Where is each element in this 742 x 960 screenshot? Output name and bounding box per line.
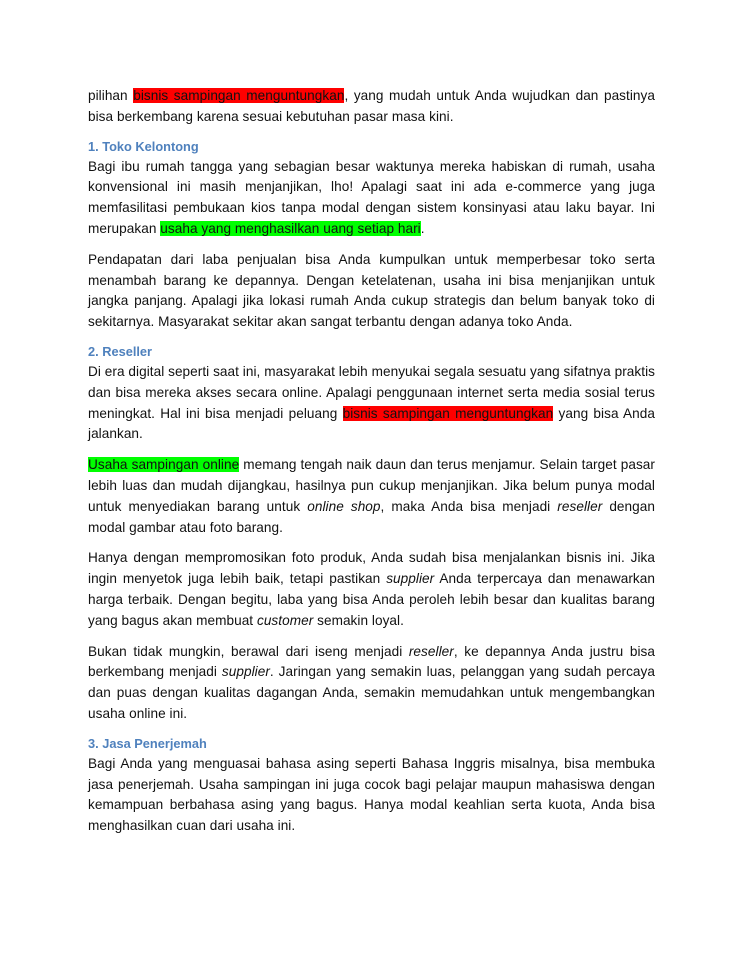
document-page	[88, 86, 655, 837]
section-heading-toko-kelontong: 1. Toko Kelontong	[88, 138, 199, 154]
paragraph	[88, 642, 655, 725]
text-run: , yang mudah untuk Anda wujudkan dan pastinya bisa berkembang karena sesuai kebutuhan pasar masa kini.	[88, 88, 655, 124]
highlight-red: bisnis sampingan menguntungkan	[342, 405, 554, 421]
paragraph	[88, 455, 655, 538]
italic-term: reseller	[557, 498, 603, 514]
intro-paragraph	[88, 86, 655, 128]
text-run: Hanya dengan mempromosikan foto produk, Anda sudah bisa menjalankan bisnis ini. Jika ingin menyetok juga lebih baik, tetapi pastikan	[88, 550, 655, 587]
text-run: .	[420, 220, 425, 236]
paragraph: Bagi Anda yang menguasai bahasa asing seperti Bahasa Inggris misalnya, bisa membuka jasa penerjemah. Usaha sampingan ini juga cocok bagi pelajar maupun mahasiswa dengan kemampuan berbahasa asing yang bagus. Hanya modal keahlian serta kuota, Anda bisa menghasilkan cuan dari usaha ini.	[88, 755, 655, 834]
text-run: Di era digital seperti saat ini, masyarakat lebih menyukai segala sesuatu yang sifatnya praktis dan bisa mereka akses secara online. Apalagi penggunaan internet serta media sosial terus meningkat. Hal ini bisa menjadi peluang	[88, 363, 655, 421]
text-run: , maka Anda bisa menjadi	[380, 498, 558, 514]
paragraph	[88, 548, 655, 631]
italic-term: reseller	[408, 643, 454, 659]
italic-term: customer	[256, 612, 314, 628]
highlight-green: Usaha sampingan online	[88, 457, 240, 473]
text-run: semakin loyal.	[313, 612, 404, 628]
text-run: pilihan	[88, 88, 134, 103]
highlight-red: bisnis sampingan menguntungkan	[133, 88, 345, 103]
text-run: memang tengah naik daun dan terus menjamur. Selain target pasar lebih luas dan mudah dijangkau, hasilnya pun cukup menjanjikan. Jika belum punya modal untuk menyediakan barang untuk	[88, 457, 655, 514]
section-heading-jasa-penerjemah: 3. Jasa Penerjemah	[88, 735, 207, 751]
text-run: Bukan tidak mungkin, berawal dari iseng menjadi	[88, 643, 409, 659]
italic-term: supplier	[386, 571, 435, 587]
text-run: , ke depannya Anda justru bisa berkembang menjadi	[88, 643, 655, 680]
section-heading-reseller: 2. Reseller	[88, 343, 153, 359]
italic-term: supplier	[221, 664, 270, 680]
text-run: Anda terpercaya dan menawarkan harga terbaik. Dengan begitu, laba yang bisa Anda peroleh lebih besar dan kualitas barang yang bagus akan membuat	[88, 571, 655, 628]
paragraph	[88, 362, 655, 445]
text-run: yang bisa Anda jalankan.	[88, 405, 655, 442]
paragraph: Pendapatan dari laba penjualan bisa Anda kumpulkan untuk memperbesar toko serta menambah barang ke depannya. Dengan ketelatenan, usaha ini bisa menjanjikan untuk jangka panjang. Apalagi jika lokasi rumah Anda cukup strategis dan belum banyak toko di sekitarnya. Masyarakat sekitar akan sangat terbantu dengan adanya toko Anda.	[88, 251, 655, 330]
text-run: Bagi ibu rumah tangga yang sebagian besar waktunya mereka habiskan di rumah, usaha konvensional ini masih menjanjikan, lho! Apalagi saat ini ada e-commerce yang juga memfasilitasi pembukaan kios tanpa modal dengan sistem konsinyasi atau laku bayar. Ini merupakan	[88, 158, 655, 236]
paragraph	[88, 157, 655, 240]
italic-term: online shop	[307, 498, 381, 514]
highlight-green: usaha yang menghasilkan uang setiap hari	[160, 220, 421, 236]
text-run: dengan modal gambar atau foto barang.	[88, 498, 655, 535]
text-run: . Jaringan yang semakin luas, pelanggan yang sudah percaya dan puas dengan kualitas dagangan Anda, semakin memudahkan untuk mengembangkan usaha online ini.	[88, 664, 655, 721]
